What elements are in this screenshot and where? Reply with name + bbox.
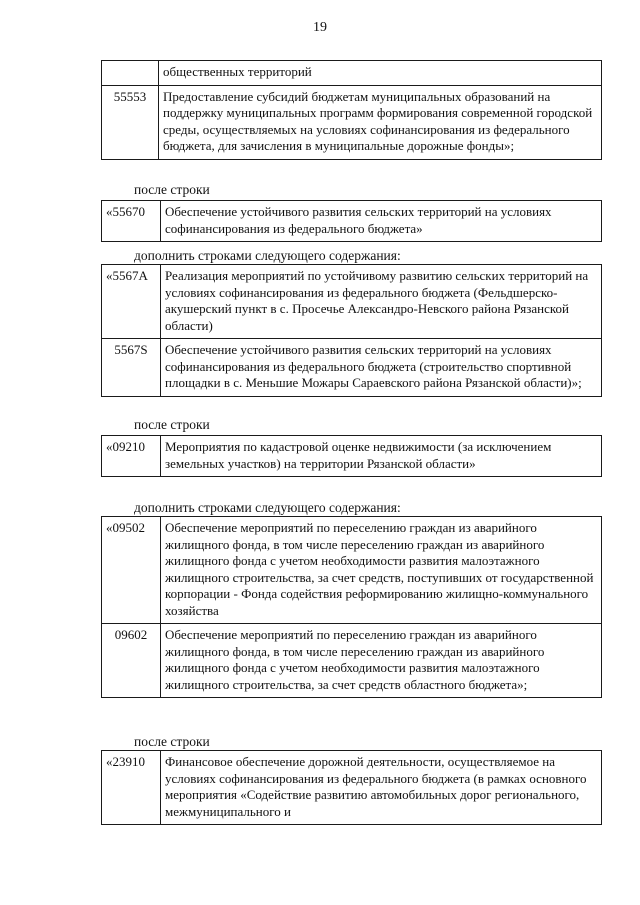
instruction-after-row: после строки bbox=[134, 182, 210, 197]
instruction-add-rows: дополнить строками следующего содержания: bbox=[134, 500, 401, 515]
row-text: Предоставление субсидий бюджетам муниципальных образований на поддержку муниципальных программ формирования современной городской среды, осуществляемых на условиях софинансирования из федерального бюджета, для зачисления в муниципальные дорожные фонды»; bbox=[159, 85, 602, 159]
table-row bbox=[102, 201, 602, 242]
row-code: 5567S bbox=[102, 339, 161, 397]
instruction-after-row: после строки bbox=[134, 734, 210, 749]
row-text: Финансовое обеспечение дорожной деятельности, осуществляемое на условиях софинансирования из федерального бюджета (в рамках основного мероприятия «Содействие развитию автомобильных дорог регионального, межмуниципального и bbox=[161, 751, 602, 825]
table-continuation bbox=[101, 60, 602, 160]
row-text: Обеспечение мероприятий по переселению граждан из аварийного жилищного фонда, в том числе переселению граждан из аварийного жилищного фонда с учетом необходимости развития малоэтажного жилищного строительства, за счет средств областного бюджета»; bbox=[161, 624, 602, 698]
instruction-after-row: после строки bbox=[134, 417, 210, 432]
table-row bbox=[102, 61, 602, 86]
table-reference-row bbox=[101, 200, 602, 242]
instruction-add-rows: дополнить строками следующего содержания: bbox=[134, 248, 401, 263]
table-row bbox=[102, 624, 602, 698]
row-text: Обеспечение мероприятий по переселению граждан из аварийного жилищного фонда, в том числе переселению граждан из аварийного жилищного фонда с учетом необходимости развития малоэтажного жилищного строительства, за счет средств, поступивших от государственной корпорации - Фонда содействия реформированию жилищно-коммунального хозяйства bbox=[161, 517, 602, 624]
table-added-rows bbox=[101, 264, 602, 397]
table-added-rows bbox=[101, 516, 602, 698]
row-text: Обеспечение устойчивого развития сельских территорий на условиях софинансирования из федерального бюджета (строительство спортивной площадки в с. Меньшие Можары Сараевского района Рязанской области)»; bbox=[161, 339, 602, 397]
table-row bbox=[102, 265, 602, 339]
table-reference-row bbox=[101, 435, 602, 477]
row-code: «55670 bbox=[102, 201, 161, 242]
table-row bbox=[102, 751, 602, 825]
table-row bbox=[102, 517, 602, 624]
row-code: «09502 bbox=[102, 517, 161, 624]
row-code: 55553 bbox=[102, 85, 159, 159]
row-text: Мероприятия по кадастровой оценке недвижимости (за исключением земельных участков) на территории Рязанской области» bbox=[161, 436, 602, 477]
table-row bbox=[102, 436, 602, 477]
row-code bbox=[102, 61, 159, 86]
page-number: 19 bbox=[313, 20, 327, 35]
row-text: общественных территорий bbox=[159, 61, 602, 86]
row-code: «5567A bbox=[102, 265, 161, 339]
table-row bbox=[102, 339, 602, 397]
table-reference-row bbox=[101, 750, 602, 825]
table-row bbox=[102, 85, 602, 159]
row-code: «23910 bbox=[102, 751, 161, 825]
row-text: Обеспечение устойчивого развития сельских территорий на условиях софинансирования из федерального бюджета» bbox=[161, 201, 602, 242]
row-text: Реализация мероприятий по устойчивому развитию сельских территорий на условиях софинансирования из федерального бюджета (Фельдшерско-акушерский пункт в с. Просечье Александро-Невского района Рязанской области) bbox=[161, 265, 602, 339]
row-code: 09602 bbox=[102, 624, 161, 698]
row-code: «09210 bbox=[102, 436, 161, 477]
